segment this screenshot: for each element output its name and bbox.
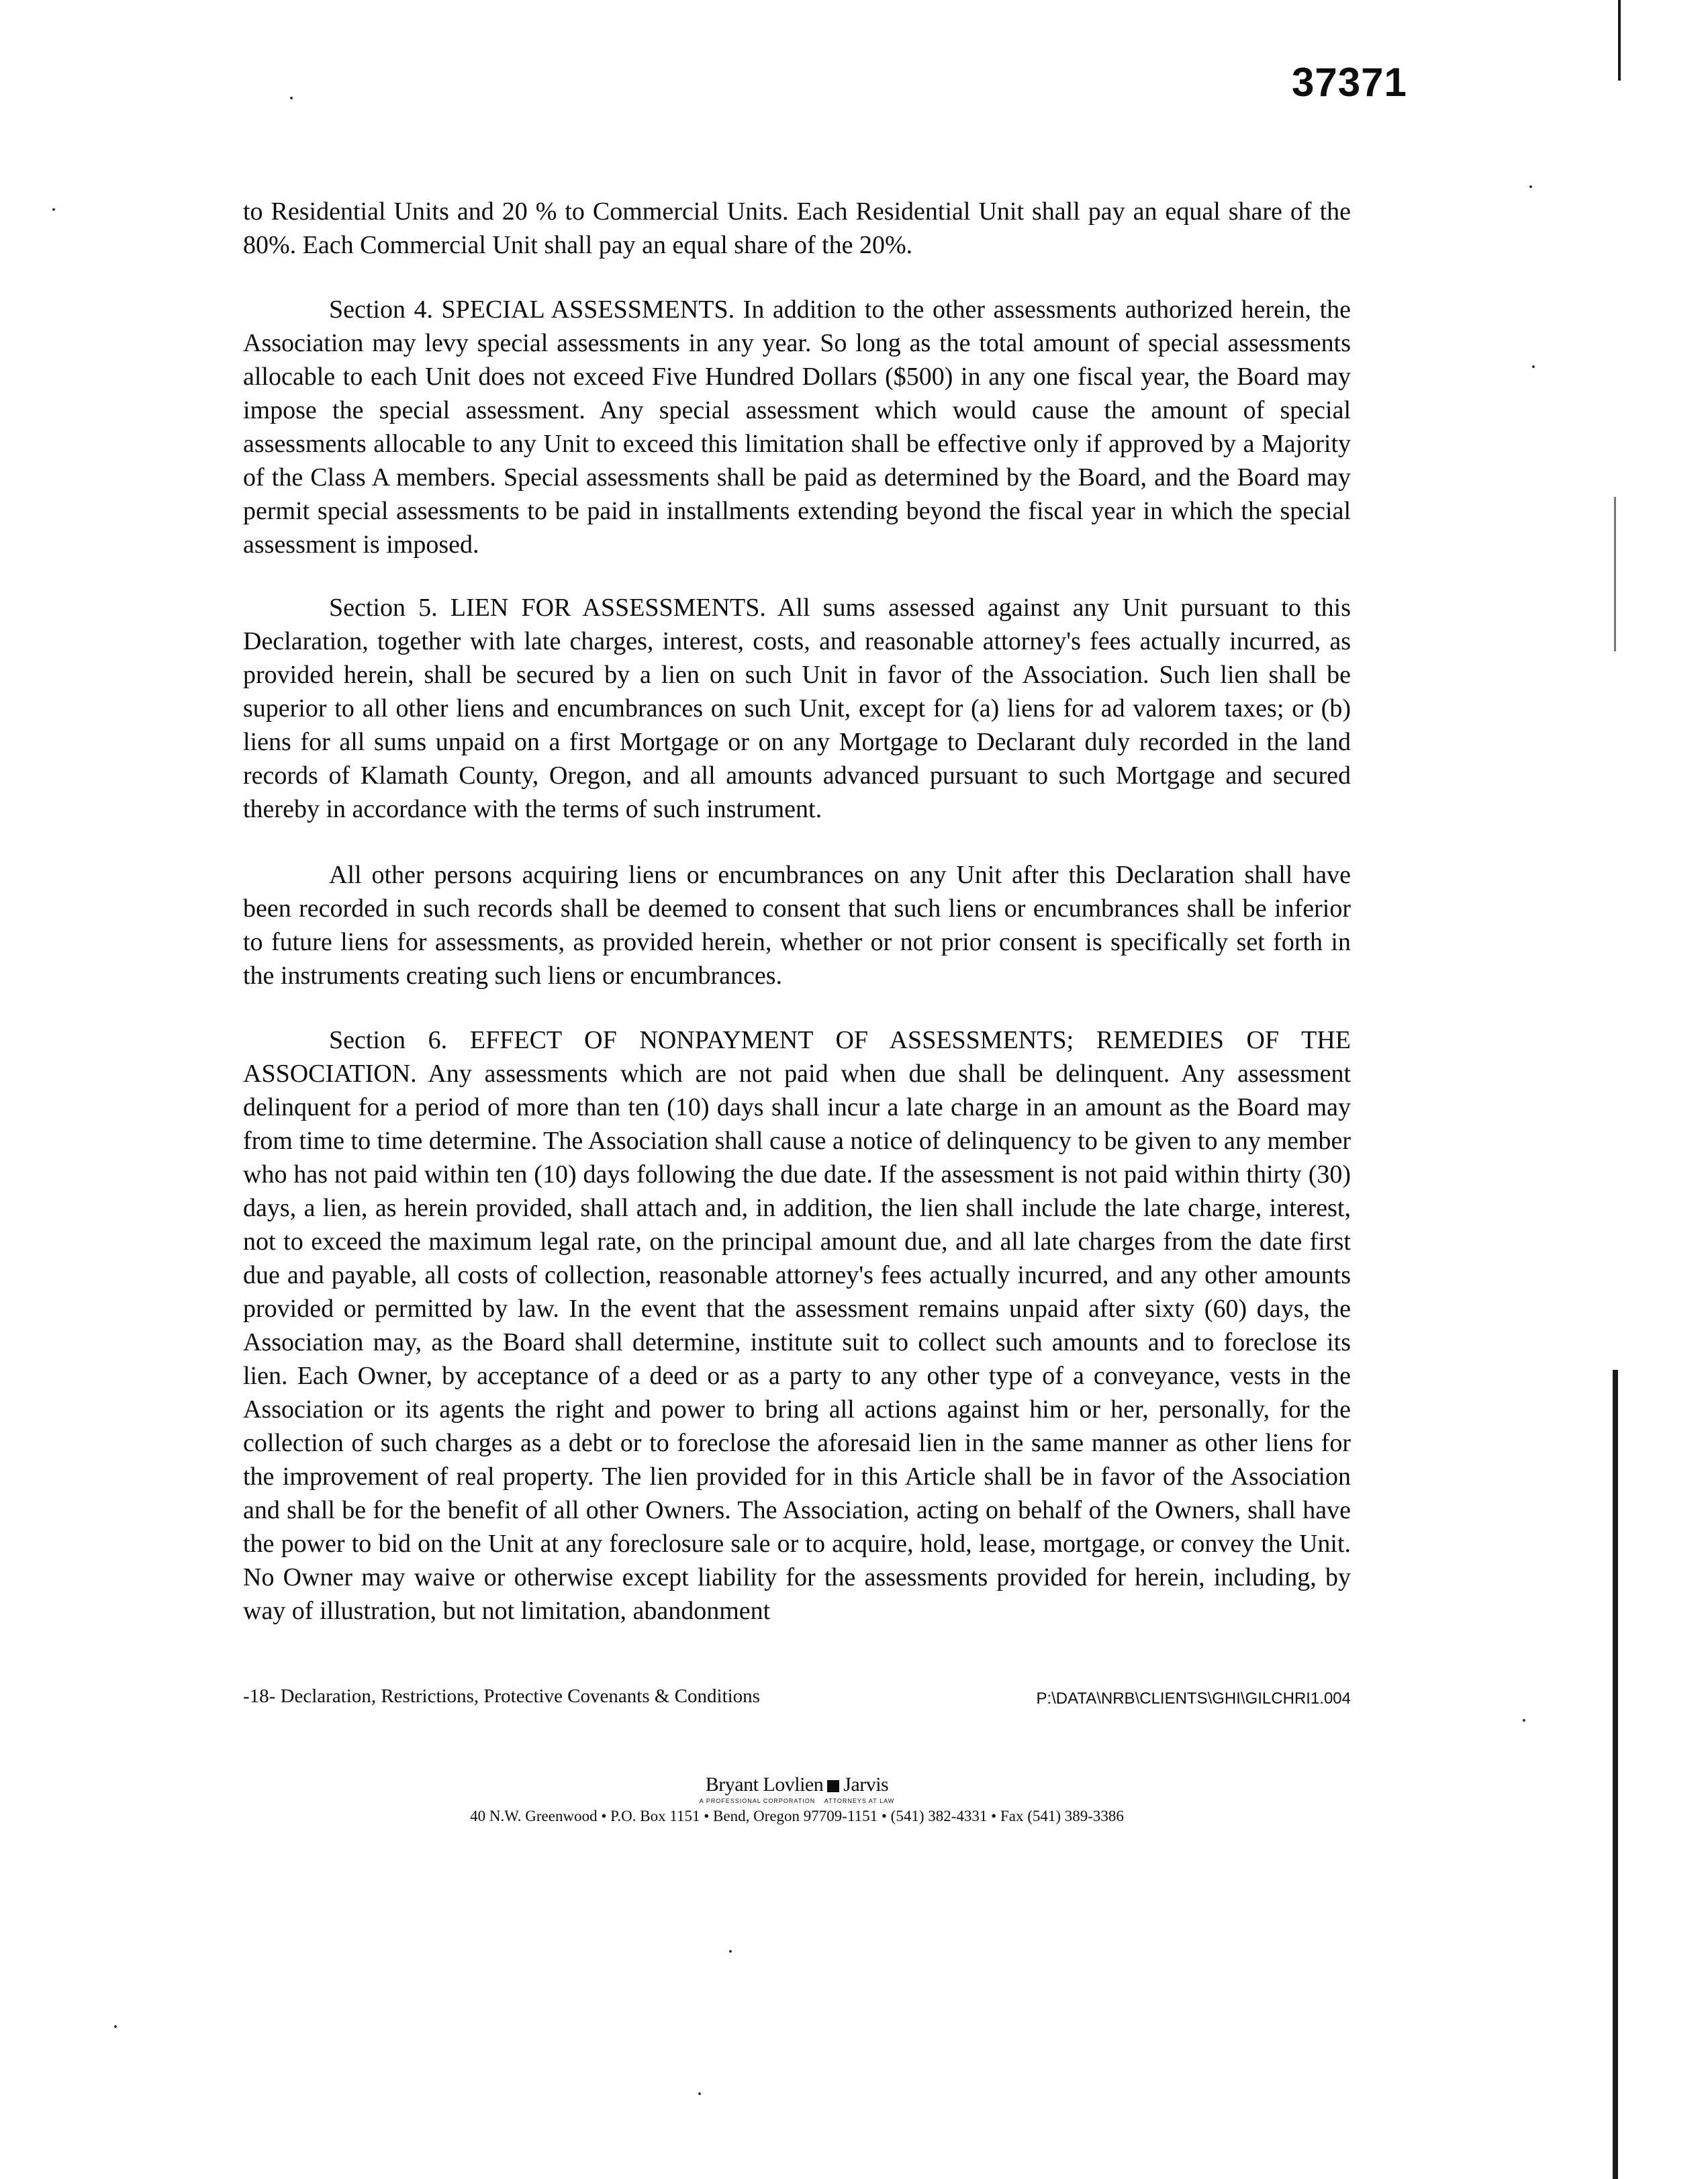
scan-edge-line-top	[1618, 0, 1621, 81]
footer-file-path: P:\DATA\NRB\CLIENTS\GHI\GILCHRI1.004	[1036, 1689, 1351, 1708]
firm-name	[243, 1773, 1351, 1797]
scan-speck	[290, 97, 293, 99]
firm-subtitle	[243, 1797, 1351, 1805]
law-firm-letterhead	[243, 1773, 1351, 1826]
firm-address: 40 N.W. Greenwood • P.O. Box 1151 • Bend, Oregon 97709-1151 • (541) 382-4331 • Fax (541) 389-3386	[470, 1808, 1124, 1824]
footer-document-title: -18- Declaration, Restrictions, Protective Covenants & Conditions	[243, 1685, 760, 1707]
firm-name-part-1: Bryant Lovlien	[705, 1773, 824, 1796]
scan-speck	[114, 2025, 117, 2028]
paragraph-section-6-nonpayment: Section 6. EFFECT OF NONPAYMENT OF ASSESSMENTS; REMEDIES OF THE ASSOCIATION. Any assessments which are not paid when due shall be delinquent. Any assessment delinquent for a period of more than ten (10) days shall incur a late charge in an amount as the Board may from time to time determine. The Association shall cause a notice of delinquency to be given to any member who has not paid within ten (10) days following the due date. If the assessment is not paid within thirty (30) days, a lien, as herein provided, shall attach and, in addition, the lien shall include the late charge, interest, not to exceed the maximum legal rate, on the principal amount due, and all late charges from the date first due and payable, all costs of collection, reasonable attorney's fees actually incurred, and any other amounts provided or permitted by law. In the event that the assessment remains unpaid after sixty (60) days, the Association may, as the Board shall determine, institute suit to collect such amounts and to foreclose its lien. Each Owner, by acceptance of a deed or as a party to any other type of a conveyance, vests in the Association or its agents the right and power to bring all actions against him or her, personally, for the collection of such charges as a debt or to foreclose the aforesaid lien in the same manner as other liens for the improvement of real property. The lien provided for in this Article shall be in favor of the Association and shall be for the benefit of all other Owners. The Association, acting on behalf of the Owners, shall have the power to bid on the Unit at any foreclosure sale or to acquire, hold, lease, mortgage, or convey the Unit. No Owner may waive or otherwise except liability for the assessments provided for herein, including, by way of illustration, but not limitation, abandonment	[243, 1026, 1351, 1625]
scan-speck	[698, 2092, 701, 2095]
paragraph-other-liens: All other persons acquiring liens or encumbrances on any Unit after this Declaration shall have been recorded in such records shall be deemed to consent that such liens or encumbrances shall be inferior to future liens for assessments, as provided herein, whether or not prior consent is specifically set forth in the instruments creating such liens or encumbrances.	[243, 861, 1351, 990]
scan-speck	[1529, 185, 1532, 188]
scan-edge-line-bottom	[1613, 1370, 1618, 2179]
scan-speck	[1523, 1719, 1525, 1722]
firm-subtitle-left: A PROFESSIONAL CORPORATION	[699, 1798, 816, 1804]
scan-speck	[729, 1950, 732, 1953]
firm-subtitle-right: ATTORNEYS AT LAW	[824, 1798, 895, 1804]
square-bullet-icon	[827, 1780, 839, 1792]
scan-edge-line-mid	[1614, 497, 1616, 651]
page-number: 37371	[1292, 60, 1407, 105]
firm-name-part-2: Jarvis	[843, 1773, 889, 1796]
paragraph-section-4-special-assessments: Section 4. SPECIAL ASSESSMENTS. In addition to the other assessments authorized herein, the Association may levy special assessments in any year. So long as the total amount of special assessments allocable to each Unit does not exceed Five Hundred Dollars ($500) in any one fiscal year, the Board may impose the special assessment. Any special assessment which would cause the amount of special assessments allocable to any Unit to exceed this limitation shall be effective only if approved by a Majority of the Class A members. Special assessments shall be paid as determined by the Board, and the Board may permit special assessments to be paid in installments extending beyond the fiscal year in which the special assessment is imposed.	[243, 295, 1351, 559]
paragraph-continuation: to Residential Units and 20 % to Commercial Units. Each Residential Unit shall pay an equal share of the 80%. Each Commercial Unit shall pay an equal share of the 20%.	[243, 197, 1351, 259]
scan-speck	[52, 208, 55, 211]
paragraph-section-5-lien-for-assessments: Section 5. LIEN FOR ASSESSMENTS. All sums assessed against any Unit pursuant to this Declaration, together with late charges, interest, costs, and reasonable attorney's fees actually incurred, as provided herein, shall be secured by a lien on such Unit in favor of the Association. Such lien shall be superior to all other liens and encumbrances on such Unit, except for (a) liens for ad valorem taxes; or (b) liens for all sums unpaid on a first Mortgage or on any Mortgage to Declarant duly recorded in the land records of Klamath County, Oregon, and all amounts advanced pursuant to such Mortgage and secured thereby in accordance with the terms of such instrument.	[243, 594, 1351, 823]
scan-speck	[1532, 365, 1535, 368]
